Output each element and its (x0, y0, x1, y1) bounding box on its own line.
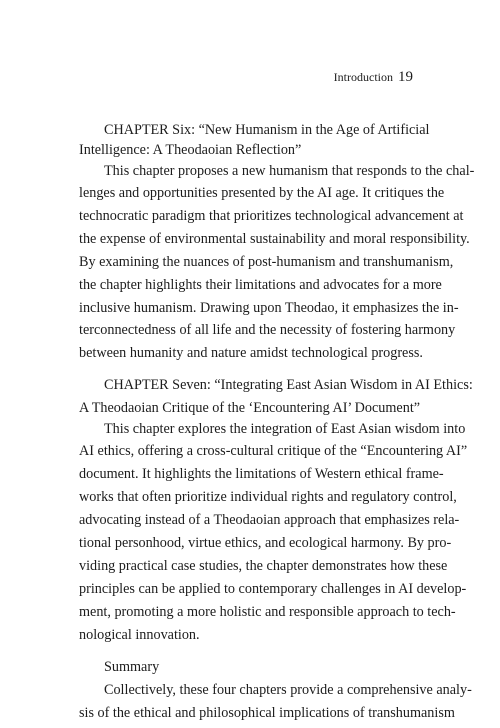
body-line: technocratic paradigm that prioritizes technological advancement at (79, 208, 464, 224)
body-line: inclusive humanism. Drawing upon Theodao, it emphasizes the in- (79, 300, 459, 316)
chapter-seven-heading-line: A Theodaoian Critique of the ‘Encountering AI’ Document” (79, 400, 421, 416)
body-line: AI ethics, offering a cross-cultural critique of the “Encountering AI” (79, 443, 468, 459)
chapter-six-heading-line: CHAPTER Six: “New Humanism in the Age of Artificial (104, 122, 430, 138)
body-line: tional personhood, virtue ethics, and ecological harmony. By pro- (79, 535, 452, 551)
body-line: terconnectedness of all life and the necessity of fostering harmony (79, 322, 456, 338)
page-number: 19 (398, 69, 413, 85)
body-line: lenges and opportunities presented by the AI age. It critiques the (79, 185, 445, 201)
running-head (334, 69, 413, 85)
body-line: between humanity and nature amidst technological progress. (79, 345, 423, 361)
chapter-seven-heading-line: CHAPTER Seven: “Integrating East Asian Wisdom in AI Ethics: (104, 377, 473, 393)
body-line: advocating instead of a Theodaoian approach that emphasizes rela- (79, 512, 460, 528)
body-line: viding practical case studies, the chapter demonstrates how these (79, 558, 448, 574)
running-head-title: Introduction (333, 70, 393, 84)
summary-heading: Summary (104, 659, 160, 675)
body-line: Collectively, these four chapters provide a comprehensive analy- (104, 682, 472, 698)
body-line: the expense of environmental sustainability and moral responsibility. (79, 231, 470, 247)
body-line: This chapter proposes a new humanism that responds to the chal- (104, 163, 475, 179)
body-line: ment, promoting a more holistic and responsible approach to tech- (79, 604, 456, 620)
body-line: By examining the nuances of post-humanism and transhumanism, (79, 254, 454, 270)
chapter-six-heading-line: Intelligence: A Theodaoian Reflection” (79, 142, 302, 158)
body-line: sis of the ethical and philosophical implications of transhumanism (79, 705, 455, 721)
body-line: nological innovation. (79, 627, 200, 643)
body-line: This chapter explores the integration of East Asian wisdom into (104, 421, 466, 437)
body-line: the chapter highlights their limitations and advocates for a more (79, 277, 442, 293)
body-line: document. It highlights the limitations of Western ethical frame- (79, 466, 444, 482)
body-line: principles can be applied to contemporary challenges in AI develop- (79, 581, 467, 597)
body-line: works that often prioritize individual rights and regulatory control, (79, 489, 457, 505)
